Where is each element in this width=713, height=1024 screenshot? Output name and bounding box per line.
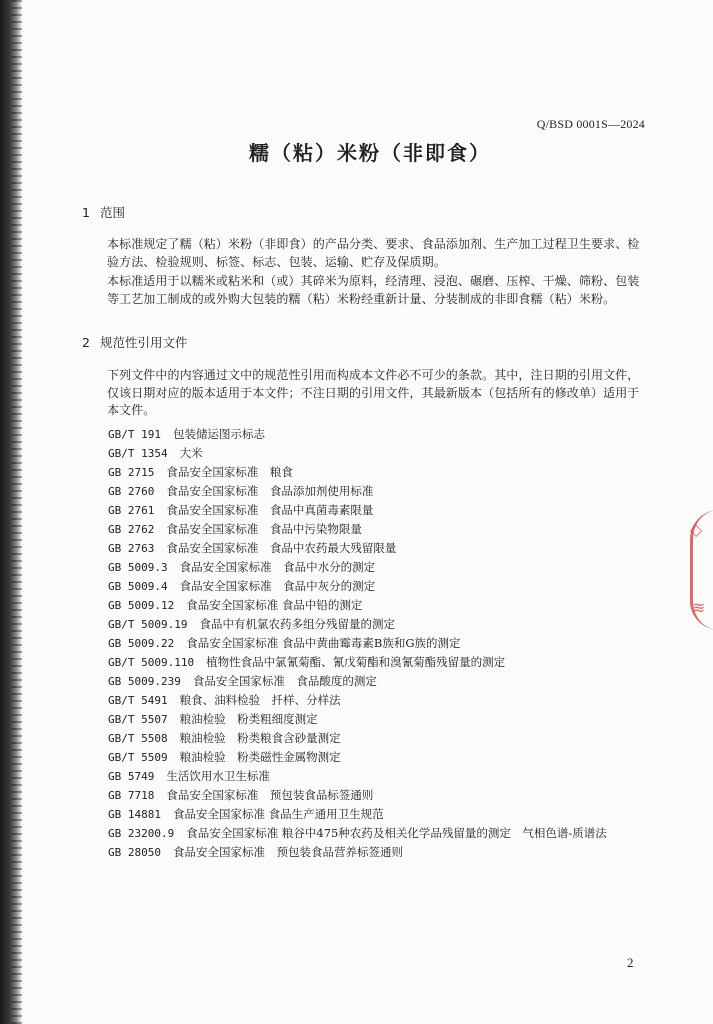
reference-item: [108, 748, 668, 767]
section-title: 规范性引用文件: [100, 335, 188, 350]
section-heading-scope: [82, 203, 125, 221]
reference-title: 食品安全国家标准 粮谷中475种农药及相关化学品残留量的测定 气相色谱-质谱法: [186, 826, 607, 840]
reference-title: 粮食、油料检验 扦样、分样法: [179, 693, 341, 707]
reference-title: 植物性食品中氯氰菊酯、氰戊菊酯和溴氰菊酯残留量的测定: [206, 655, 506, 669]
reference-code: GB/T 5507: [108, 713, 168, 726]
section-number: 1: [82, 205, 90, 220]
reference-code: GB 2762: [108, 523, 155, 536]
reference-title: 食品安全国家标准 食品中铅的测定: [186, 598, 363, 612]
reference-item: [108, 729, 668, 748]
section-number: 2: [82, 335, 90, 350]
reference-code: GB 2715: [108, 466, 155, 479]
reference-code: GB 7718: [108, 789, 155, 802]
section-heading-normative-references: [82, 333, 188, 351]
reference-code: GB/T 5009.19: [108, 618, 188, 631]
scan-binding-edge: [0, 0, 22, 1024]
document-title: 糯（粘）米粉（非即食）: [249, 141, 491, 165]
reference-title: 食品安全国家标准 食品添加剂使用标准: [166, 484, 374, 498]
section-title: 范围: [100, 205, 126, 220]
reference-item: [108, 824, 668, 843]
reference-item: [108, 672, 668, 691]
reference-title: 粮油检验 粉类磁性金属物测定: [179, 750, 341, 764]
reference-item: [108, 843, 668, 862]
reference-item: [108, 577, 668, 596]
reference-code: GB 14881: [108, 808, 161, 821]
seal-fragment-mark: ◇: [690, 520, 703, 539]
reference-item: [108, 767, 668, 786]
reference-title: 包装储运图示标志: [172, 427, 265, 441]
reference-title: 生活饮用水卫生标准: [166, 769, 270, 783]
reference-item: [108, 596, 668, 615]
reference-title: 粮油检验 粉类粗细度测定: [179, 712, 318, 726]
scope-paragraph-2: 本标准适用于以糯米或粘米和（或）其碎米为原料，经清理、浸泡、碾磨、压榨、干燥、筛粉、包装等工艺加工制成的或外购大包装的糯（粘）米粉经重新计量、分装制成的非即食糯（粘）米粉。: [107, 274, 640, 306]
scope-paragraph-1: 本标准规定了糯（粘）米粉（非即食）的产品分类、要求、食品添加剂、生产加工过程卫生要求、检验方法、检验规则、标签、标志、包装、运输、贮存及保质期。: [107, 237, 640, 269]
document-code: Q/BSD 0001S—2024: [536, 117, 645, 131]
reference-title: 食品安全国家标准 食品中灰分的测定: [179, 579, 376, 593]
reference-title: 食品安全国家标准 食品中水分的测定: [179, 560, 376, 574]
seal-fragment-mark: ≋: [692, 598, 706, 617]
reference-item: [108, 786, 668, 805]
reference-code: GB 2761: [108, 504, 155, 517]
reference-list: [108, 425, 668, 862]
reference-title: 食品安全国家标准 食品中黄曲霉毒素B族和G族的测定: [186, 636, 461, 650]
reference-title: 食品安全国家标准 食品中污染物限量: [166, 522, 362, 536]
references-intro-paragraph: 下列文件中的内容通过文中的规范性引用而构成本文件必不可少的条款。其中，注日期的引用文件，仅该日期对应的版本适用于本文件；不注日期的引用文件，其最新版本（包括所有的修改单）适用于本文件。: [107, 368, 640, 417]
reference-item: [108, 615, 668, 634]
reference-item: [108, 501, 668, 520]
reference-code: GB/T 5491: [108, 694, 168, 707]
reference-title: 食品安全国家标准 食品中农药最大残留限量: [166, 541, 397, 555]
reference-title: 食品安全国家标准 预包装食品标签通则: [166, 788, 374, 802]
reference-code: GB/T 1354: [108, 447, 168, 460]
reference-item: [108, 634, 668, 653]
reference-item: [108, 444, 668, 463]
reference-title: 食品安全国家标准 食品生产通用卫生规范: [172, 807, 384, 821]
reference-item: [108, 425, 668, 444]
reference-title: 食品中有机氯农药多组分残留量的测定: [199, 617, 395, 631]
reference-code: GB/T 5009.110: [108, 656, 195, 669]
reference-title: 食品安全国家标准 食品酸度的测定: [192, 674, 377, 688]
reference-item: [108, 463, 668, 482]
reference-code: GB 2760: [108, 485, 155, 498]
reference-code: GB 5009.3: [108, 561, 168, 574]
reference-item: [108, 691, 668, 710]
reference-title: 食品安全国家标准 预包装食品营养标签通则: [172, 845, 403, 859]
reference-code: GB 23200.9: [108, 827, 175, 840]
reference-item: [108, 710, 668, 729]
reference-item: [108, 805, 668, 824]
reference-title: 食品安全国家标准 粮食: [166, 465, 293, 479]
reference-code: GB/T 191: [108, 428, 161, 441]
reference-code: GB 28050: [108, 846, 161, 859]
reference-code: GB/T 5509: [108, 751, 168, 764]
reference-item: [108, 520, 668, 539]
reference-title: 大米: [179, 446, 203, 460]
reference-item: [108, 482, 668, 501]
reference-item: [108, 539, 668, 558]
reference-title: 食品安全国家标准 食品中真菌毒素限量: [166, 503, 374, 517]
reference-title: 粮油检验 粉类粮食含砂量测定: [179, 731, 341, 745]
reference-code: GB 5009.239: [108, 675, 181, 688]
reference-code: GB/T 5508: [108, 732, 168, 745]
reference-code: GB 5749: [108, 770, 155, 783]
reference-code: GB 2763: [108, 542, 155, 555]
page-number: 2: [627, 955, 634, 970]
reference-item: [108, 558, 668, 577]
reference-code: GB 5009.12: [108, 599, 175, 612]
reference-code: GB 5009.22: [108, 637, 175, 650]
reference-item: [108, 653, 668, 672]
reference-code: GB 5009.4: [108, 580, 168, 593]
